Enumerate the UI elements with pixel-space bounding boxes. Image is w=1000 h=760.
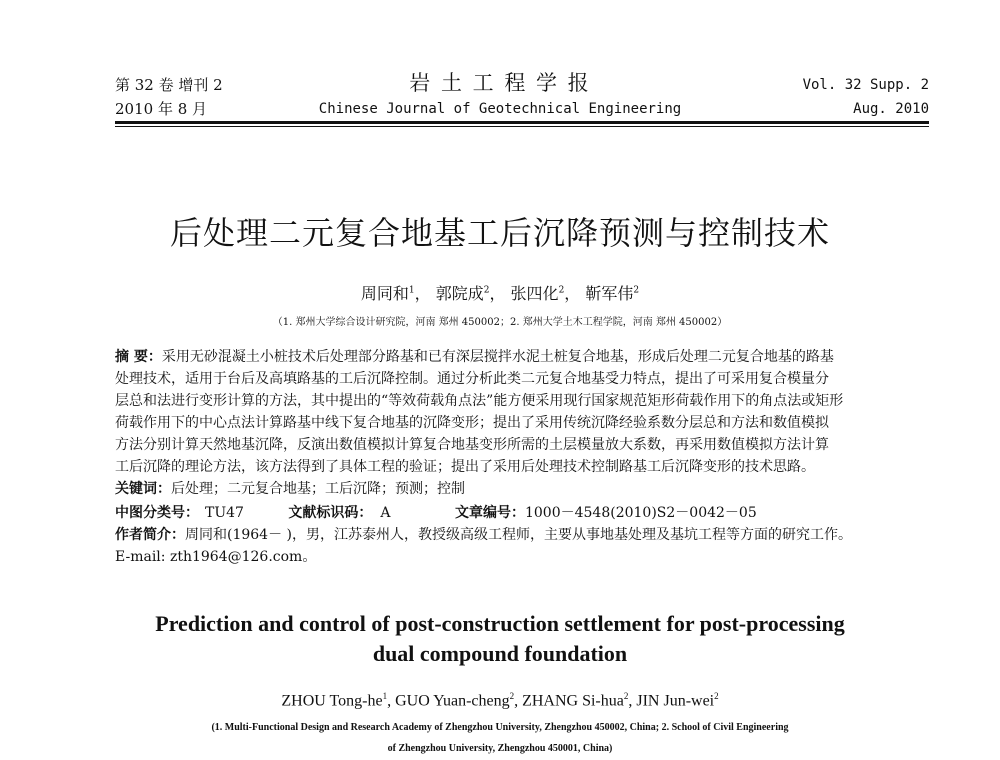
- affiliation-mark: 2: [483, 285, 490, 296]
- publication-date-en: Aug. 2010: [853, 101, 929, 117]
- abstract: [115, 346, 930, 568]
- article-number-value: 1000－4548(2010)S2－0042－05: [524, 505, 757, 521]
- authors-en: ZHOU Tong-$he^1$, GUO Yuan-cheng$^2$, ZHANG Si-hua$^2$, JIN Jun-wei$^2$: [281, 691, 719, 710]
- abstract-label: 摘 要：: [115, 349, 162, 365]
- abstract-line: 采用无砂混凝土小桩技术后处理部分路基和已有深层搅拌水泥土桩复合地基，形成后处理二元复合地基的路基: [161, 349, 834, 365]
- paper-title-cn: 后处理二元复合地基工后沉降预测与控制技术: [169, 214, 830, 252]
- abstract-line: 层总和法进行变形计算的方法，其中提出的“等效荷载角点法”能方便采用现行国家规范矩形荷载作用下的角点法或矩形: [115, 393, 844, 409]
- paper-title-en-line1: Prediction and control of post-construction settlement for post-processing: [155, 611, 845, 636]
- affiliation-mark: 1: [408, 285, 415, 296]
- affiliation-en-line1: (1. Multi-Functional Design and Research Academy of Zhengzhou University, Zhengzhou 450002, China; 2. School of Civil Engineering: [211, 722, 789, 733]
- keywords: [115, 478, 930, 500]
- author-bio: [115, 524, 930, 546]
- affiliation-mark: 2: [509, 691, 515, 701]
- abstract-line: 荷载作用下的中心点法计算路基中线下复合地基的沉降变形；提出了采用传统沉降经验系数分层总和方法和数值模拟: [115, 415, 829, 431]
- author-en: ZHANG Si-hua: [522, 692, 624, 710]
- affiliation-mark: 1: [382, 691, 388, 701]
- keywords-label: 关键词：: [115, 481, 171, 497]
- doc-code-value: A: [380, 505, 391, 521]
- affiliation-en-line2: of Zhengzhou University, Zhengzhou 450001, China): [387, 743, 613, 754]
- journal-title-cn: 岩 土 工 程 学 报: [409, 71, 591, 95]
- bio-label: 作者简介：: [115, 527, 185, 543]
- classification-line: [115, 502, 930, 524]
- author-en: GUO Yuan-cheng: [395, 692, 510, 710]
- publication-date: 2010 年 8 月: [115, 100, 208, 118]
- abstract-line: 方法分别计算天然地基沉降，反演出数值模拟计算复合地基变形所需的土层模量放大系数，再采用数值模拟方法计算: [115, 437, 829, 453]
- abstract-line: 处理技术，适用于台后及高填路基的工后沉降控制。通过分析此类二元复合地基受力特点，提出了可采用复合模量分: [115, 371, 829, 387]
- abstract-line: 工后沉降的理论方法，该方法得到了具体工程的验证；提出了采用后处理技术控制路基工后沉降变形的技术思路。: [115, 459, 815, 475]
- paper-title-en-line2: dual compound foundation: [372, 641, 628, 666]
- author-cn: 郭院成: [435, 284, 484, 303]
- journal-title-en: Chinese Journal of Geotechnical Engineering: [318, 101, 682, 117]
- doc-code-label: 文献标识码：: [288, 505, 373, 521]
- author-en: JIN Jun-wei: [636, 692, 715, 710]
- bio-text: 周同和(1964－ )，男，江苏泰州人，教授级高级工程师，主要从事地基处理及基坑工程等方面的研究工作。: [185, 527, 853, 543]
- author-cn: 周同和: [360, 284, 409, 303]
- email: E-mail: zth1964@126.com。: [115, 549, 317, 565]
- affiliation-cn: （1. 郑州大学综合设计研究院，河南 郑州 450002；2. 郑州大学土木工程学院，河南 郑州 450002）: [272, 317, 728, 328]
- affiliation-mark: 2: [623, 691, 629, 701]
- article-number-label: 文章编号：: [454, 505, 525, 521]
- clc-value: TU47: [205, 505, 244, 521]
- volume-issue: 第 32 卷 增刊 2: [115, 76, 223, 94]
- header-rule-thick: [115, 121, 929, 124]
- author-cn: 靳军伟: [585, 284, 634, 303]
- clc-label: 中图分类号：: [115, 505, 199, 521]
- affiliation-mark: 2: [558, 285, 565, 296]
- keywords-value: 后处理；二元复合地基；工后沉降；预测；控制: [171, 481, 465, 497]
- author-cn: 张四化: [510, 284, 559, 303]
- volume-issue-en: Vol. 32 Supp. 2: [802, 77, 929, 93]
- author-en: ZHOU Tong-he: [281, 692, 383, 710]
- affiliation-mark: 2: [714, 691, 719, 701]
- authors-cn: 周同和$^1$， 郭院成$^2$， 张四化$^2$， 靳军伟$^2$: [360, 284, 640, 303]
- header-rule-thin: [115, 126, 929, 127]
- affiliation-mark: 2: [633, 285, 640, 296]
